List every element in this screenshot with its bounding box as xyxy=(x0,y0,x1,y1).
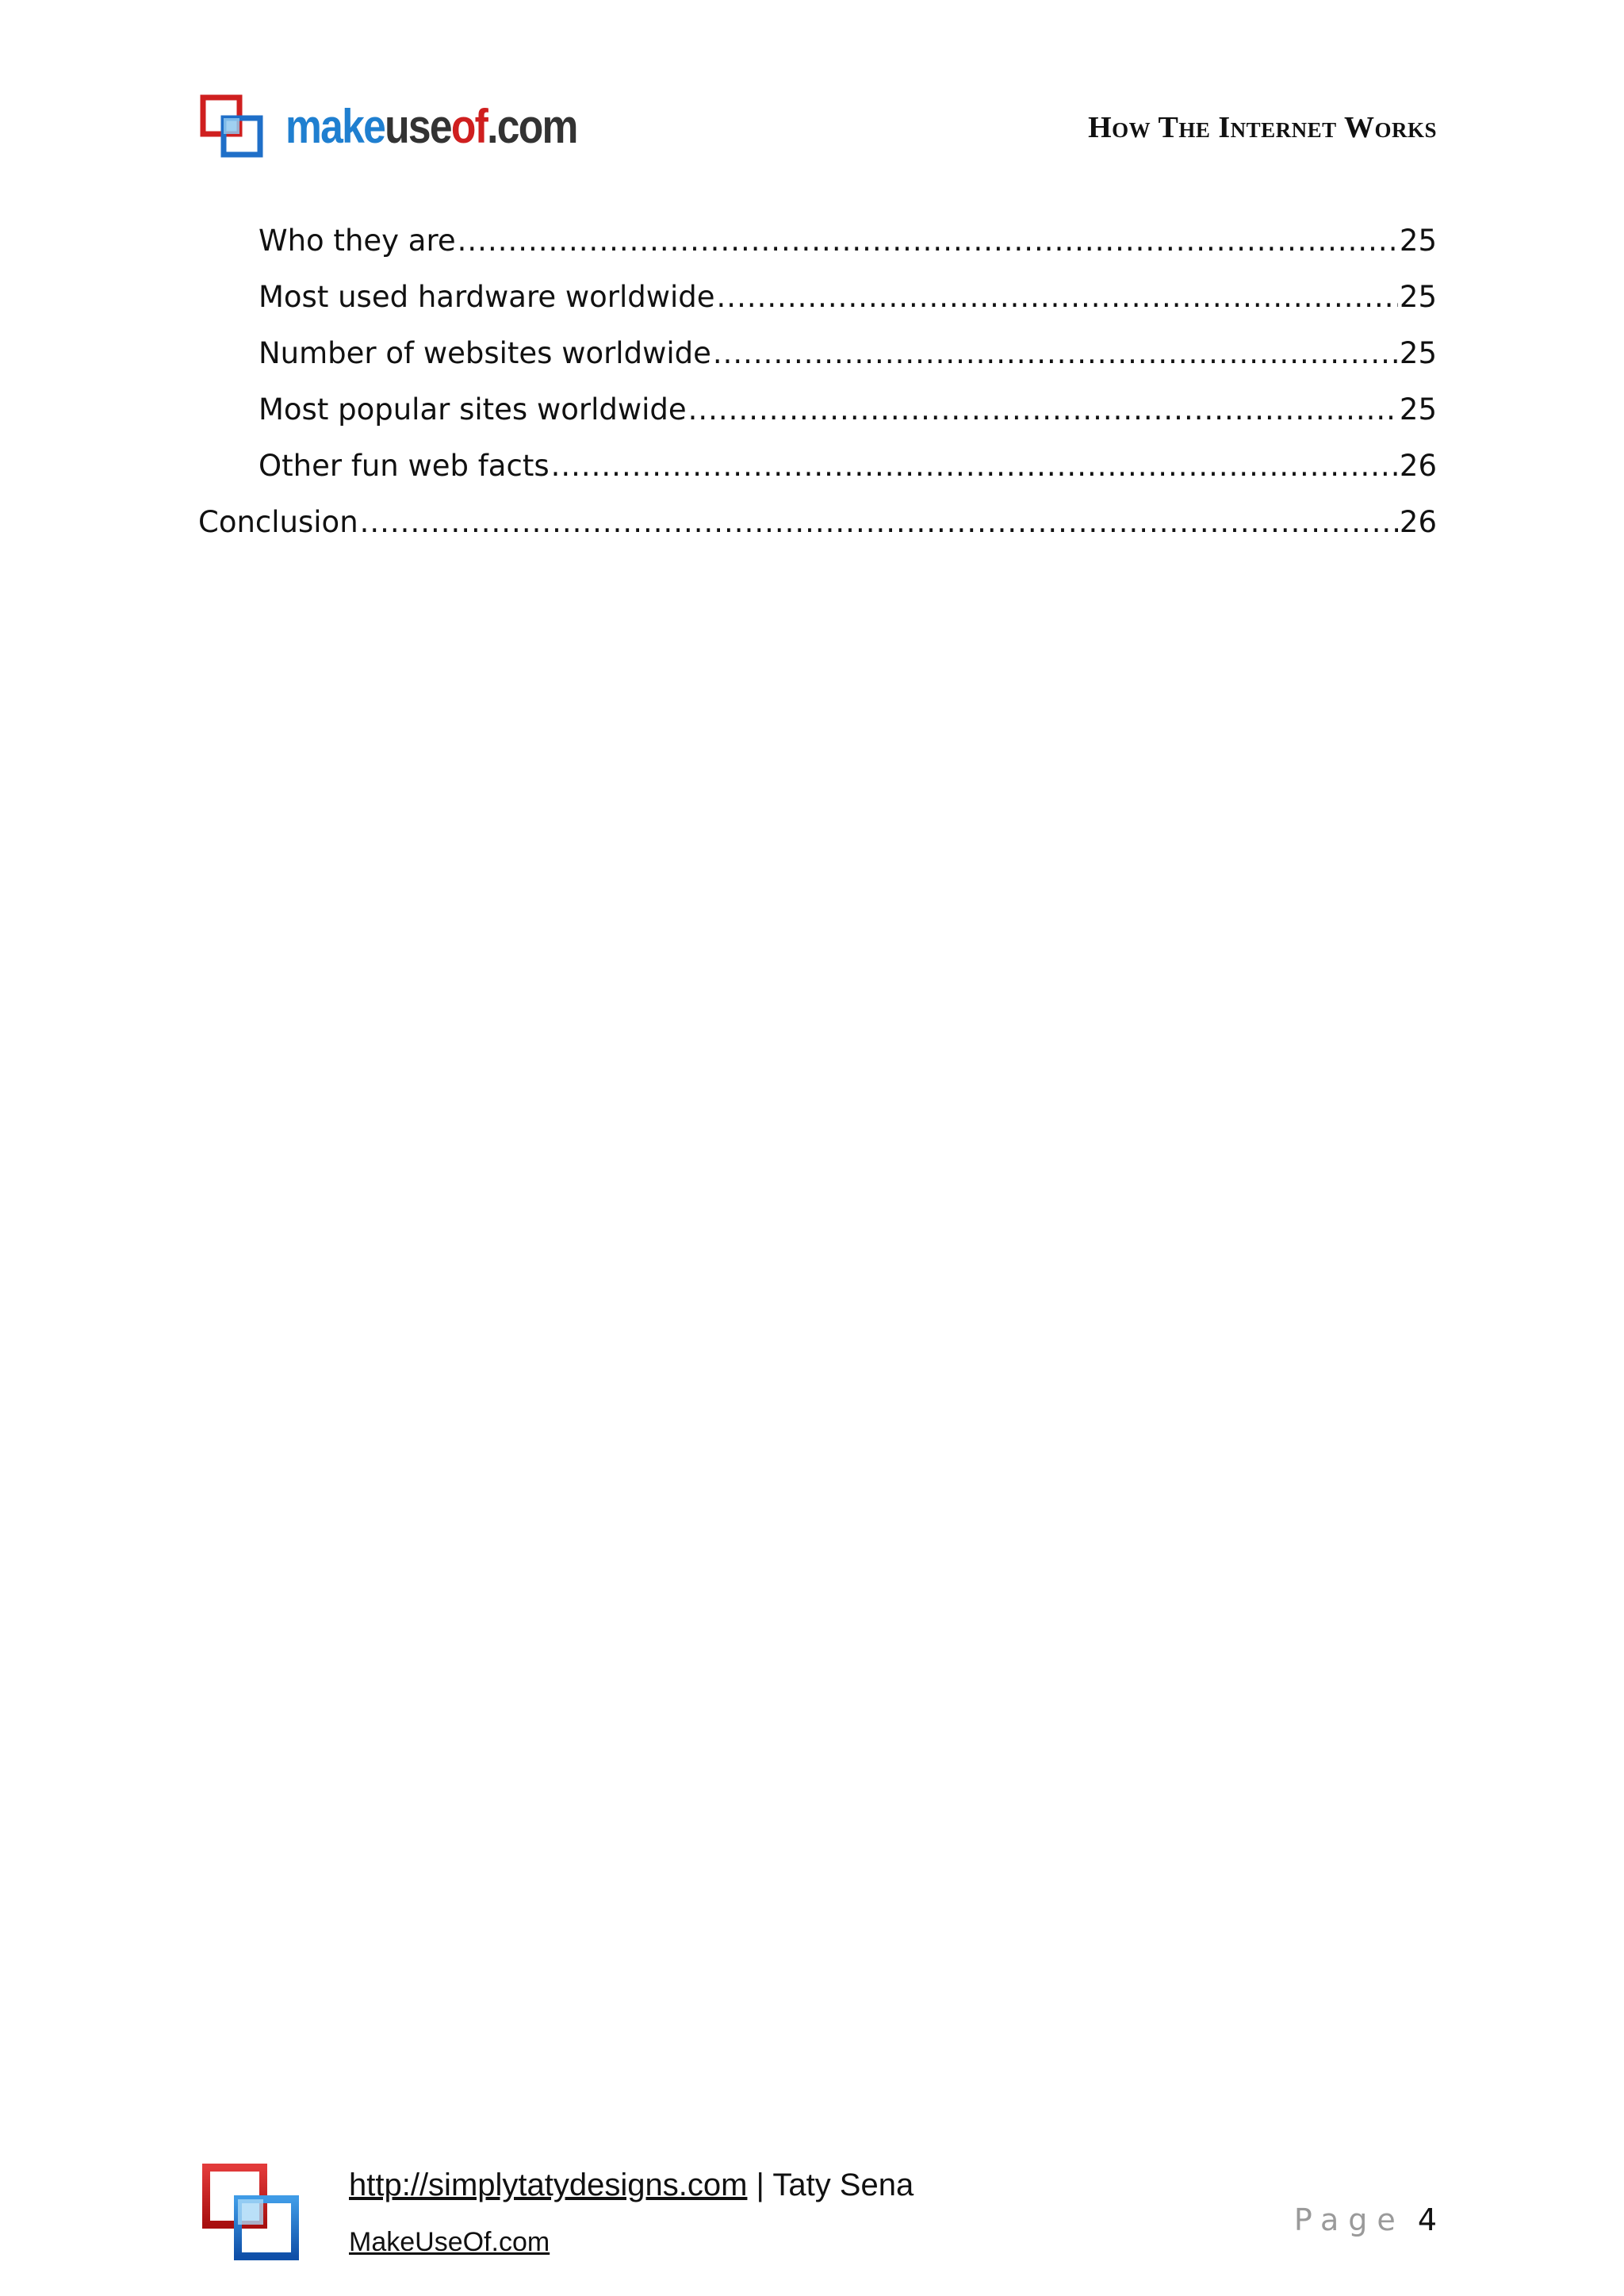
toc-entry-number-of-websites[interactable] xyxy=(198,336,1437,392)
footer-logo-icon xyxy=(201,2163,303,2264)
toc-dot-leader xyxy=(458,224,1398,258)
makeuseof-logo-icon xyxy=(200,94,265,159)
toc-dot-leader xyxy=(713,336,1398,370)
header-logo xyxy=(200,94,625,160)
toc-dot-leader xyxy=(551,449,1398,483)
toc-entry-label: Number of websites worldwide xyxy=(259,336,711,370)
toc-entry-conclusion[interactable] xyxy=(198,505,1437,561)
toc-entry-who-they-are[interactable] xyxy=(198,224,1437,280)
toc-entry-label: Most popular sites worldwide xyxy=(259,392,687,427)
logo-wordmark-com: .com xyxy=(487,100,577,153)
toc-entry-label: Most used hardware worldwide xyxy=(259,280,715,314)
table-of-contents xyxy=(198,224,1437,561)
toc-entry-label: Conclusion xyxy=(198,505,358,539)
page-label: Page xyxy=(1293,2202,1405,2237)
toc-entry-page: 25 xyxy=(1399,336,1437,370)
toc-entry-most-popular-sites[interactable] xyxy=(198,392,1437,449)
page-number: 4 xyxy=(1417,2202,1437,2237)
toc-entry-label: Other fun web facts xyxy=(259,449,550,483)
logo-wordmark-make: make xyxy=(285,100,385,153)
toc-entry-most-used-hardware[interactable] xyxy=(198,280,1437,336)
toc-dot-leader xyxy=(360,505,1398,539)
toc-dot-leader xyxy=(688,392,1398,427)
footer-site-link[interactable]: MakeUseOf.com xyxy=(349,2227,550,2257)
toc-dot-leader xyxy=(717,280,1398,314)
footer-credits xyxy=(349,2168,914,2258)
footer-author: Taty Sena xyxy=(772,2168,914,2202)
footer-separator: | xyxy=(747,2168,773,2202)
logo-wordmark xyxy=(285,100,577,153)
author-website-link[interactable]: http://simplytatydesigns.com xyxy=(349,2168,748,2202)
toc-entry-page: 26 xyxy=(1399,449,1437,483)
footer-credit-line xyxy=(349,2168,914,2203)
page-number-indicator xyxy=(1294,2202,1437,2237)
logo-wordmark-of: of xyxy=(450,100,488,153)
toc-entry-page: 25 xyxy=(1399,392,1437,427)
toc-entry-page: 25 xyxy=(1399,280,1437,314)
document-title: How The Internet Works xyxy=(1088,111,1437,144)
toc-entry-other-fun-web-facts[interactable] xyxy=(198,449,1437,505)
toc-entry-label: Who they are xyxy=(259,224,456,258)
logo-wordmark-use: use xyxy=(385,100,451,153)
toc-entry-page: 25 xyxy=(1399,224,1437,258)
toc-entry-page: 26 xyxy=(1399,505,1437,539)
